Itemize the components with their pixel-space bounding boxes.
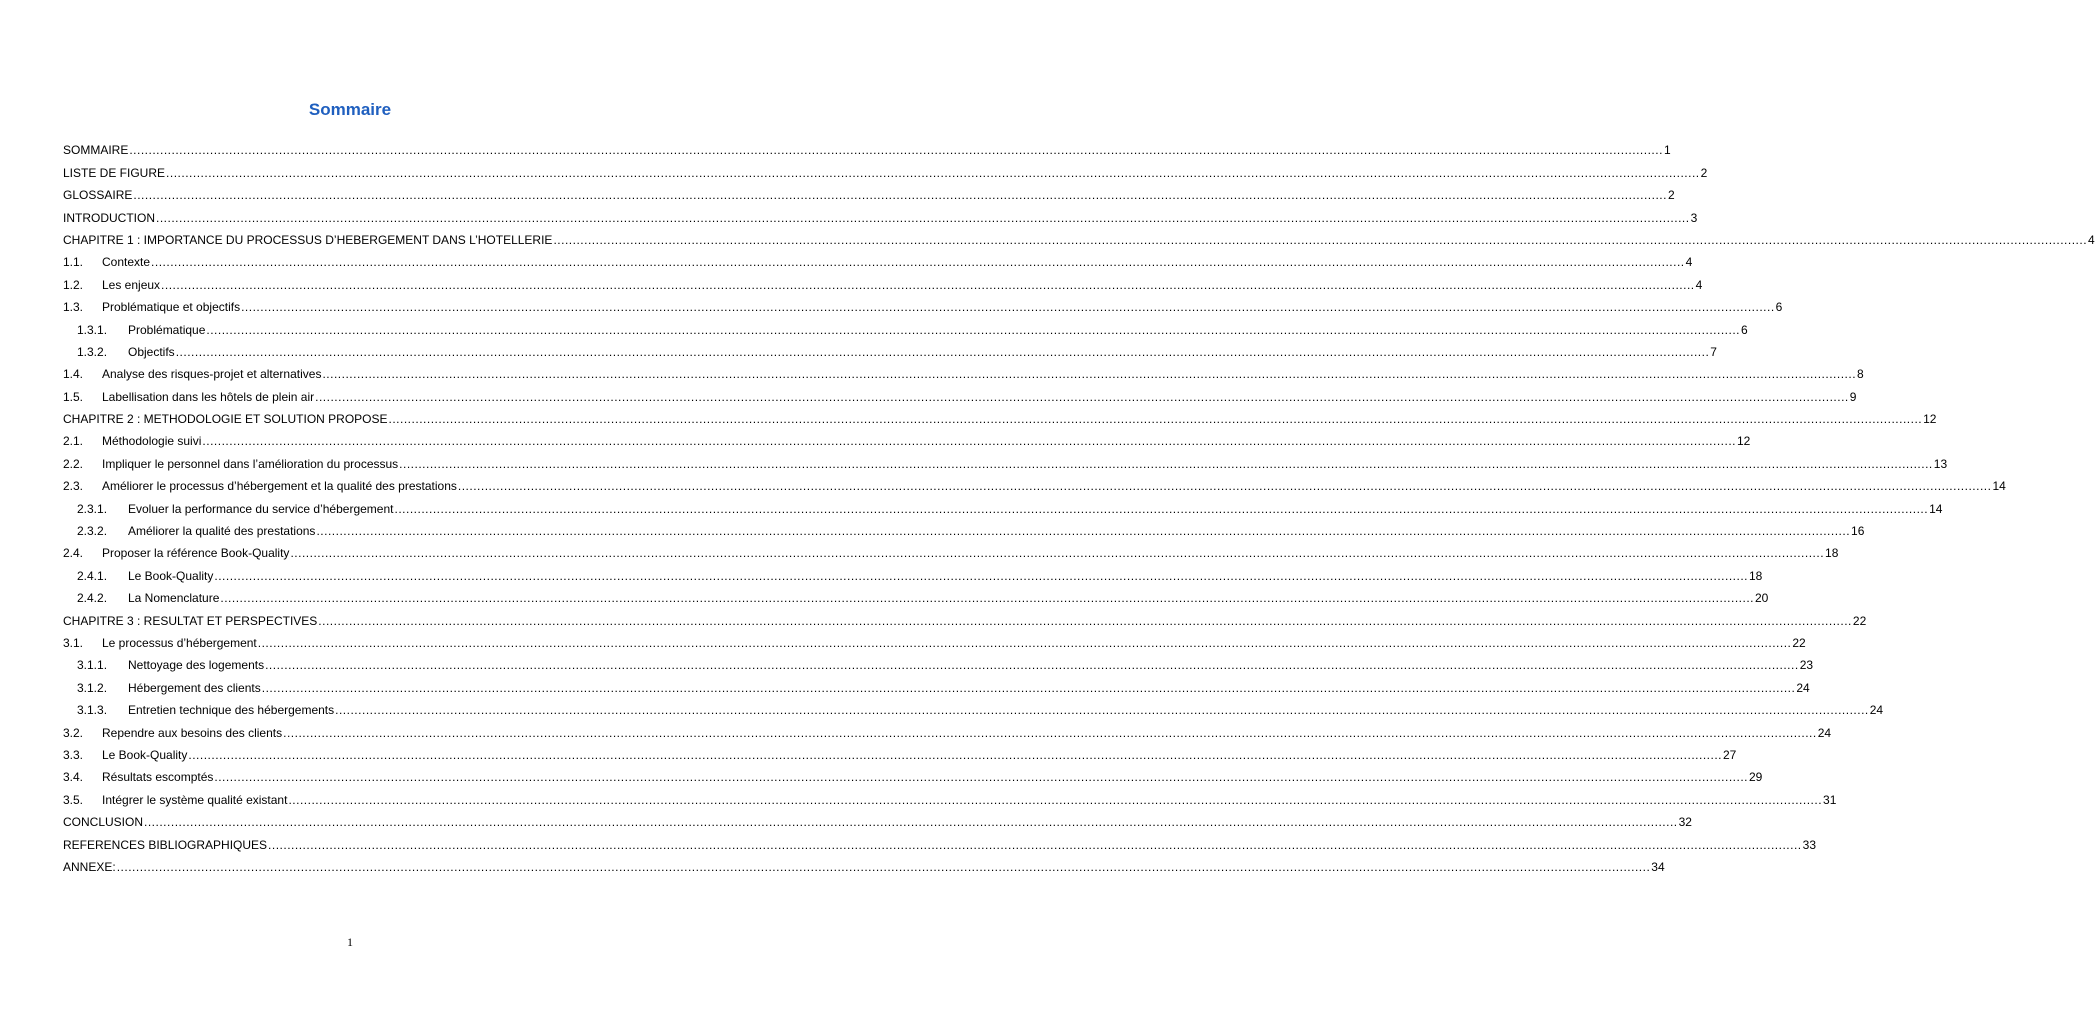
toc-dot-leader: ................................................................................................................................................................................................................................................................................................................................................................................................................ (318, 613, 1852, 628)
toc-entry[interactable] (63, 338, 1717, 360)
toc-dot-leader: ................................................................................................................................................................................................................................................................................................................................................................................................................ (322, 367, 1857, 382)
toc-entry-title: Nettoyage des logements (128, 658, 265, 673)
toc-entry[interactable] (63, 203, 1698, 225)
toc-entry[interactable] (63, 405, 1937, 427)
toc-entry-page: 9 (1849, 389, 1857, 404)
toc-entry-title: Méthodologie suivi (102, 434, 202, 449)
toc-entry-page: 4 (2088, 232, 2095, 247)
toc-dot-leader: ................................................................................................................................................................................................................................................................................................................................................................................................................ (257, 635, 1792, 650)
toc-entry-title: CONCLUSION (63, 815, 144, 830)
toc-entry[interactable] (63, 629, 1806, 651)
toc-dot-leader: ................................................................................................................................................................................................................................................................................................................................................................................................................ (290, 546, 1825, 561)
toc-entry[interactable] (63, 136, 1671, 158)
toc-entry-number: 2.4.2. (77, 591, 108, 606)
toc-entry-number: 3.1.2. (77, 680, 108, 695)
toc-entry-title: Proposer la référence Book-Quality (102, 546, 290, 561)
toc-dot-leader: ................................................................................................................................................................................................................................................................................................................................................................................................................ (288, 792, 1823, 807)
toc-entry-page: 33 (1802, 837, 1816, 852)
toc-entry[interactable] (63, 606, 1867, 628)
toc-dot-leader: ................................................................................................................................................................................................................................................................................................................................................................................................................ (399, 456, 1933, 471)
toc-entry-page: 2 (1700, 165, 1708, 180)
toc-entry[interactable] (63, 427, 1751, 449)
toc-entry[interactable] (63, 494, 1943, 516)
toc-dot-leader: ................................................................................................................................................................................................................................................................................................................................................................................................................ (133, 188, 1667, 203)
toc-dot-leader: ................................................................................................................................................................................................................................................................................................................................................................................................................ (214, 568, 1748, 583)
toc-entry[interactable] (63, 360, 1864, 382)
toc-entry[interactable] (63, 248, 1693, 270)
toc-entry-page: 1 (1663, 143, 1671, 158)
toc-dot-leader: ................................................................................................................................................................................................................................................................................................................................................................................................................ (156, 210, 1690, 225)
toc-dot-leader: ................................................................................................................................................................................................................................................................................................................................................................................................................ (151, 255, 1685, 270)
toc-entry-title: CHAPITRE 1 : IMPORTANCE DU PROCESSUS D’HEBERGEMENT DANS L’HOTELLERIE (63, 232, 553, 247)
toc-entry[interactable] (63, 226, 2095, 248)
toc-entry-number: 2.3. (63, 479, 84, 494)
toc-entry-page: 7 (1710, 344, 1717, 359)
toc-entry-number: 3.2. (63, 725, 84, 740)
toc-dot-leader: ................................................................................................................................................................................................................................................................................................................................................................................................................ (220, 591, 1754, 606)
toc-entry[interactable] (63, 315, 1748, 337)
toc-entry-title: La Nomenclature (128, 591, 220, 606)
toc-entry[interactable] (63, 517, 1865, 539)
toc-entry-number: 2.4. (63, 546, 84, 561)
toc-entry-number: 3.1. (63, 635, 84, 650)
toc-entry-title: Problématique (128, 322, 206, 337)
toc-entry-title: Labellisation dans les hôtels de plein air (102, 389, 315, 404)
toc-entry-page: 12 (1737, 434, 1751, 449)
toc-entry[interactable] (63, 718, 1832, 740)
toc-dot-leader: ................................................................................................................................................................................................................................................................................................................................................................................................................ (206, 322, 1740, 337)
toc-entry-page: 16 (1851, 524, 1865, 539)
toc-entry-title: GLOSSAIRE (63, 188, 133, 203)
toc-entry[interactable] (63, 673, 1810, 695)
toc-entry[interactable] (63, 270, 1703, 292)
toc-entry[interactable] (63, 830, 1816, 852)
toc-entry-title: Résultats escomptés (102, 770, 214, 785)
toc-entry-number: 2.2. (63, 456, 84, 471)
toc-entry-title: Objectifs (128, 344, 175, 359)
toc-entry-number: 1.1. (63, 255, 84, 270)
toc-entry-page: 18 (1825, 546, 1839, 561)
toc-entry-page: 22 (1852, 613, 1867, 628)
toc-entry-title: Problématique et objectifs (102, 300, 241, 315)
toc-entry-page: 14 (1929, 501, 1943, 516)
toc-entry-page: 6 (1775, 300, 1783, 315)
page-title: Sommaire (308, 100, 392, 119)
toc-entry-page: 31 (1823, 792, 1837, 807)
toc-entry[interactable] (63, 472, 2006, 494)
toc-entry-page: 12 (1923, 412, 1937, 427)
toc-entry-title: LISTE DE FIGURE (63, 165, 166, 180)
toc-entry-number: 1.3.1. (77, 322, 108, 337)
toc-entry-page: 4 (1685, 255, 1693, 270)
toc-entry-title: Le processus d’hébergement (102, 635, 257, 650)
toc-dot-leader: ................................................................................................................................................................................................................................................................................................................................................................................................................ (315, 389, 1849, 404)
toc-dot-leader: ................................................................................................................................................................................................................................................................................................................................................................................................................ (553, 232, 2088, 247)
toc-entry-number: 2.4.1. (77, 568, 108, 583)
toc-entry[interactable] (63, 539, 1839, 561)
toc-entry-number: 3.1.1. (77, 658, 108, 673)
toc-entry-title: Le Book-Quality (102, 747, 188, 762)
toc-entry[interactable] (63, 293, 1783, 315)
toc-dot-leader: ................................................................................................................................................................................................................................................................................................................................................................................................................ (265, 658, 1799, 673)
toc-entry-page: 34 (1651, 859, 1665, 874)
toc-dot-leader: ................................................................................................................................................................................................................................................................................................................................................................................................................ (457, 479, 1992, 494)
toc-entry-page: 32 (1678, 815, 1692, 830)
toc-entry-title: Les enjeux (102, 277, 161, 292)
toc-entry-title: Le Book-Quality (128, 568, 214, 583)
toc-entry[interactable] (63, 651, 1814, 673)
toc-entry-page: 14 (1992, 479, 2006, 494)
toc-entry-number: 1.3.2. (77, 344, 108, 359)
toc-entry-page: 18 (1748, 568, 1763, 583)
toc-dot-leader: ................................................................................................................................................................................................................................................................................................................................................................................................................ (316, 524, 1851, 539)
toc-dot-leader: ................................................................................................................................................................................................................................................................................................................................................................................................................ (144, 815, 1678, 830)
toc-dot-leader: ................................................................................................................................................................................................................................................................................................................................................................................................................ (188, 747, 1722, 762)
toc-entry-page: 24 (1817, 725, 1832, 740)
toc-entry-page: 20 (1754, 591, 1769, 606)
toc-entry[interactable] (63, 696, 1884, 718)
toc-entry-number: 3.3. (63, 747, 84, 762)
page-number: 1 (347, 935, 353, 949)
toc-entry-page: 24 (1869, 703, 1884, 718)
toc-dot-leader: ................................................................................................................................................................................................................................................................................................................................................................................................................ (335, 703, 1869, 718)
toc-entry-number: 3.4. (63, 770, 84, 785)
toc-entry-title: CHAPITRE 3 : RESULTAT ET PERSPECTIVES (63, 613, 318, 628)
toc-entry-page: 4 (1695, 277, 1703, 292)
toc-entry-title: SOMMAIRE (63, 143, 129, 158)
toc-entry-page: 6 (1740, 322, 1748, 337)
toc-entry-title: INTRODUCTION (63, 210, 155, 225)
toc-entry-page: 22 (1792, 635, 1806, 650)
toc-entry[interactable] (63, 763, 1763, 785)
toc-entry[interactable] (63, 853, 1665, 875)
toc-entry[interactable] (63, 584, 1769, 606)
toc-entry-page: 3 (1690, 210, 1698, 225)
toc-dot-leader: ................................................................................................................................................................................................................................................................................................................................................................................................................ (283, 725, 1817, 740)
toc-entry-page: 2 (1667, 188, 1675, 203)
toc-dot-leader: ................................................................................................................................................................................................................................................................................................................................................................................................................ (261, 680, 1796, 695)
toc-entry-title: Impliquer le personnel dans l’amélioration du processus (102, 456, 399, 471)
toc-dot-leader: ................................................................................................................................................................................................................................................................................................................................................................................................................ (116, 859, 1651, 874)
toc-entry-number: 3.1.3. (77, 703, 108, 718)
toc-entry[interactable] (63, 741, 1737, 763)
toc-dot-leader: ................................................................................................................................................................................................................................................................................................................................................................................................................ (388, 412, 1923, 427)
toc-dot-leader: ................................................................................................................................................................................................................................................................................................................................................................................................................ (175, 344, 1710, 359)
toc-entry-number: 2.3.2. (77, 524, 108, 539)
toc-entry[interactable] (63, 181, 1675, 203)
toc-dot-leader: ................................................................................................................................................................................................................................................................................................................................................................................................................ (394, 501, 1929, 516)
toc-entry-page: 27 (1722, 747, 1737, 762)
toc-entry-page: 23 (1799, 658, 1814, 673)
toc-entry-number: 1.3. (63, 300, 84, 315)
toc-dot-leader: ................................................................................................................................................................................................................................................................................................................................................................................................................ (268, 837, 1802, 852)
toc-entry-title: ANNEXE: (63, 859, 116, 874)
toc-entry-number: 2.3.1. (77, 501, 108, 516)
toc-dot-leader: ................................................................................................................................................................................................................................................................................................................................................................................................................ (202, 434, 1736, 449)
toc-dot-leader: ................................................................................................................................................................................................................................................................................................................................................................................................................ (241, 300, 1775, 315)
toc-entry-page: 8 (1857, 367, 1864, 382)
toc-entry-title: CHAPITRE 2 : METHODOLOGIE ET SOLUTION PROPOSE (63, 412, 388, 427)
toc-entry[interactable] (63, 158, 1708, 180)
toc-entry[interactable] (63, 449, 1948, 471)
table-of-contents (63, 136, 2095, 875)
toc-entry-number: 1.4. (63, 367, 84, 382)
toc-entry-title: Améliorer la qualité des prestations (128, 524, 316, 539)
toc-entry-number: 2.1. (63, 434, 84, 449)
toc-entry-title: REFERENCES BIBLIOGRAPHIQUES (63, 837, 268, 852)
toc-entry-title: Intégrer le système qualité existant (102, 792, 288, 807)
toc-entry-title: Hébergement des clients (128, 680, 261, 695)
toc-entry[interactable] (63, 561, 1763, 583)
toc-entry-title: Rependre aux besoins des clients (102, 725, 283, 740)
toc-dot-leader: ................................................................................................................................................................................................................................................................................................................................................................................................................ (161, 277, 1695, 292)
toc-entry-title: Améliorer le processus d’hébergement et la qualité des prestations (102, 479, 457, 494)
toc-entry[interactable] (63, 382, 1857, 404)
toc-dot-leader: ................................................................................................................................................................................................................................................................................................................................................................................................................ (129, 143, 1663, 158)
toc-dot-leader: ................................................................................................................................................................................................................................................................................................................................................................................................................ (214, 770, 1748, 785)
toc-entry-number: 3.5. (63, 792, 84, 807)
toc-entry-page: 29 (1748, 770, 1763, 785)
toc-entry-number: 1.5. (63, 389, 84, 404)
toc-entry-title: Analyse des risques-projet et alternatives (102, 367, 322, 382)
toc-entry-title: Entretien technique des hébergements (128, 703, 335, 718)
toc-entry[interactable] (63, 808, 1692, 830)
toc-dot-leader: ................................................................................................................................................................................................................................................................................................................................................................................................................ (166, 165, 1700, 180)
toc-entry-number: 1.2. (63, 277, 84, 292)
toc-entry-title: Evoluer la performance du service d’hébergement (128, 501, 394, 516)
toc-entry-page: 24 (1796, 680, 1810, 695)
toc-entry[interactable] (63, 785, 1837, 807)
toc-entry-page: 13 (1933, 456, 1948, 471)
toc-entry-title: Contexte (102, 255, 151, 270)
